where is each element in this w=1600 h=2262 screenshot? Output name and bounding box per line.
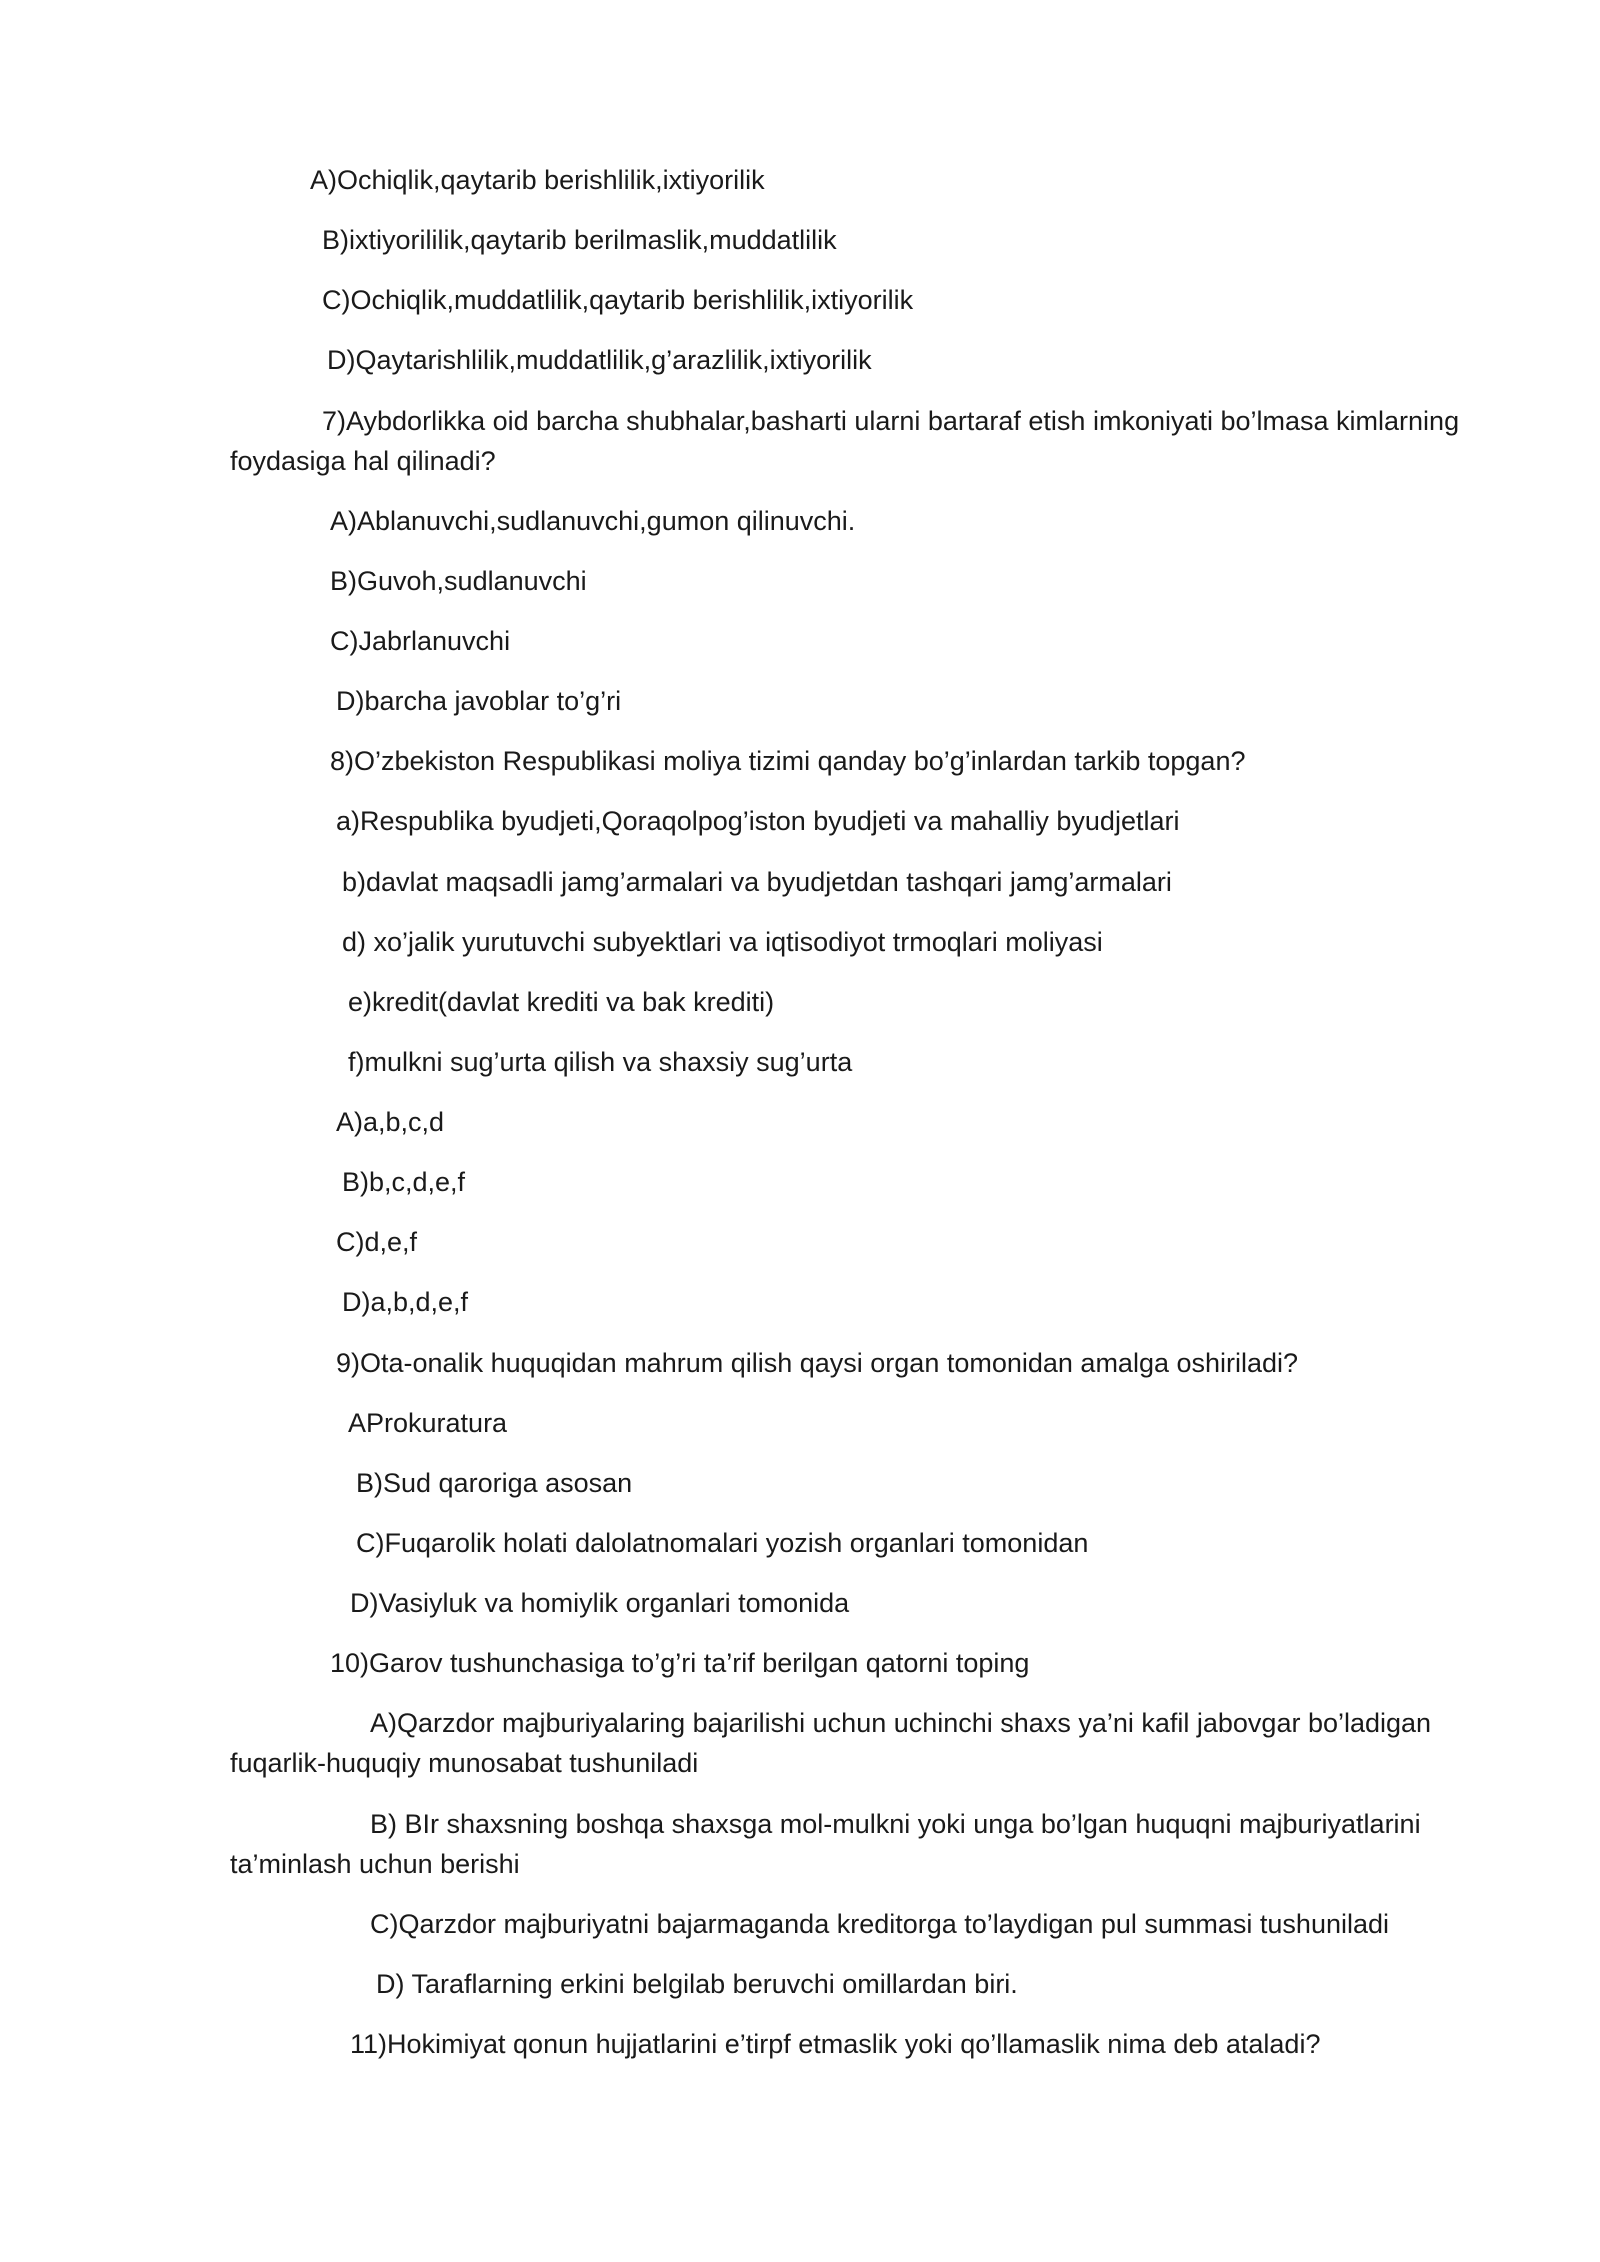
option-6a: A)Ochiqlik,qaytarib berishlilik,ixtiyorilik — [310, 165, 765, 195]
option-6b: B)ixtiyorililik,qaytarib berilmaslik,muddatlilik — [322, 225, 837, 255]
option-9b: B)Sud qaroriga asosan — [356, 1468, 633, 1498]
question-9: 9)Ota-onalik huquqidan mahrum qilish qaysi organ tomonidan amalga oshiriladi? — [336, 1348, 1299, 1378]
option-6d: D)Qaytarishlilik,muddatlilik,g’arazlilik,ixtiyorilik — [327, 345, 872, 375]
option-7c: C)Jabrlanuvchi — [330, 626, 511, 656]
option-10a-continuation: fuqarlik-huquqiy munosabat tushuniladi — [230, 1748, 699, 1778]
option-7b: B)Guvoh,sudlanuvchi — [330, 566, 587, 596]
item-8d: d) xo’jalik yurutuvchi subyektlari va iqtisodiyot trmoqlari moliyasi — [342, 927, 1103, 957]
question-7: 7)Aybdorlikka oid barcha shubhalar,basharti ularni bartaraf etish imkoniyati bo’lmasa kimlarning — [322, 406, 1460, 436]
option-10b-continuation: ta’minlash uchun berishi — [230, 1849, 520, 1879]
option-6c: C)Ochiqlik,muddatlilik,qaytarib berishlilik,ixtiyorilik — [322, 285, 914, 315]
option-8d: D)a,b,d,e,f — [342, 1287, 469, 1317]
option-10c: C)Qarzdor majburiyatni bajarmaganda kreditorga to’laydigan pul summasi tushuniladi — [370, 1909, 1390, 1939]
option-7a: A)Ablanuvchi,sudlanuvchi,gumon qilinuvchi. — [330, 506, 856, 536]
option-9c: C)Fuqarolik holati dalolatnomalari yozish organlari tomonidan — [356, 1528, 1089, 1558]
item-8b: b)davlat maqsadli jamg’armalari va byudjetdan tashqari jamg’armalari — [342, 867, 1172, 897]
question-7-continuation: foydasiga hal qilinadi? — [230, 446, 496, 476]
option-10b: B) BIr shaxsning boshqa shaxsga mol-mulkni yoki unga bo’lgan huquqni majburiyatlarini — [370, 1809, 1421, 1839]
item-8a: a)Respublika byudjeti,Qoraqolpog’iston byudjeti va mahalliy byudjetlari — [336, 806, 1180, 836]
question-11: 11)Hokimiyat qonun hujjatlarini e’tirpf etmaslik yoki qo’llamaslik nima deb ataladi? — [350, 2029, 1321, 2059]
option-8c: C)d,e,f — [336, 1227, 418, 1257]
option-8a: A)a,b,c,d — [336, 1107, 445, 1137]
option-9d: D)Vasiyluk va homiylik organlari tomonida — [350, 1588, 850, 1618]
question-8: 8)O’zbekiston Respublikasi moliya tizimi qanday bo’g’inlardan tarkib topgan? — [330, 746, 1246, 776]
item-8e: e)kredit(davlat krediti va bak krediti) — [348, 987, 775, 1017]
item-8f: f)mulkni sug’urta qilish va shaxsiy sug’urta — [348, 1047, 853, 1077]
option-7d: D)barcha javoblar to’g’ri — [336, 686, 622, 716]
option-9a: AProkuratura — [348, 1408, 508, 1438]
option-10d: D) Taraflarning erkini belgilab beruvchi omillardan biri. — [376, 1969, 1018, 1999]
question-10: 10)Garov tushunchasiga to’g’ri ta’rif berilgan qatorni toping — [330, 1648, 1030, 1678]
option-10a: A)Qarzdor majburiyalaring bajarilishi uchun uchinchi shaxs ya’ni kafil jabovgar bo’ladigan — [370, 1708, 1432, 1738]
option-8b: B)b,c,d,e,f — [342, 1167, 466, 1197]
